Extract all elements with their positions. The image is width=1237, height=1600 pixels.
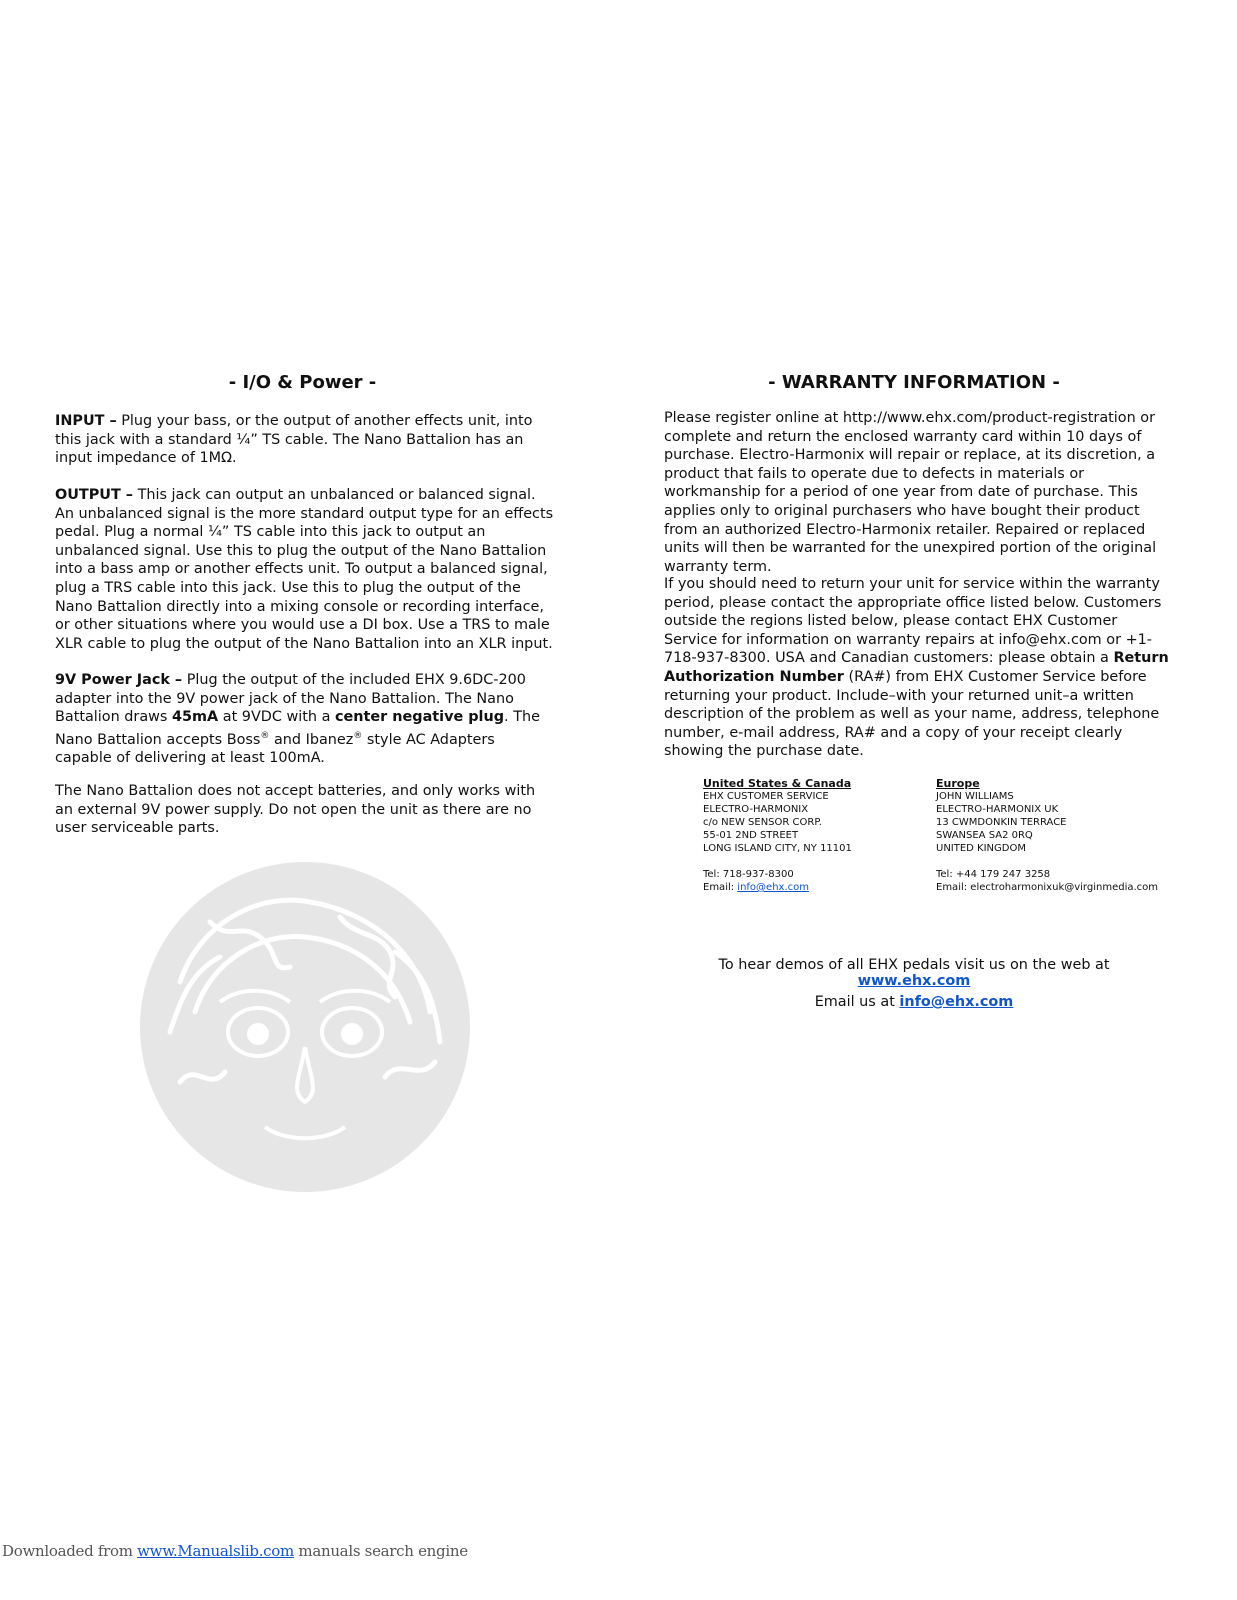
email-label: Email: [936, 882, 971, 893]
address-line: ELECTRO-HARMONIX UK [936, 804, 1059, 815]
address-line: SWANSEA SA2 0RQ [936, 830, 1033, 841]
footer-prefix: Downloaded from [2, 1542, 138, 1560]
output-paragraph [55, 486, 555, 653]
us-tel: Tel: 718-937-8300 [703, 869, 794, 880]
us-canada-address [703, 777, 923, 894]
address-line: ELECTRO-HARMONIX [703, 804, 809, 815]
power-current: 45mA [172, 709, 219, 726]
power-text: Plug the output of the included EHX 9.6DC-200 adapter into the 9V power jack of the Nano Battalion. The Nano Battalion draws [55, 672, 526, 726]
power-text: . The Nano Battalion accepts Boss [55, 709, 540, 748]
batteries-paragraph: The Nano Battalion does not accept batteries, and only works with an external 9V power supply. Do not open the unit as there are no user serviceable parts. [55, 783, 536, 837]
warranty-text: If you should need to return your unit for service within the warranty period, please contact the appropriate office listed below. Customers outside the regions listed below, please contact EHX Customer Service for information on warranty repairs at info@ehx.com or +1-718-937-8300. USA and Canadian customers: please obtain a [664, 576, 1162, 667]
eu-email: electroharmonixuk@virginmedia.com [970, 882, 1159, 893]
output-text: This jack can output an unbalanced or balanced signal. An unbalanced signal is the more standard output type for an effects pedal. Plug a normal ¼” TS cable into this jack to output an unbalanced signal. Use this to plug the output of the Nano Battalion into a bass amp or another effects unit. To output a balanced signal, plug a TRS cable into this jack. Use this to plug the output of the Nano Battalion directly into a mixing console or recording interface, or other situations where you would use a DI box. Use a TRS to male XLR cable to plug the output of the Nano Battalion into an XLR input. [55, 487, 554, 652]
power-paragraph [55, 671, 555, 768]
warranty-paragraph-2 [664, 575, 1169, 761]
address-line: 55-01 2ND STREET [703, 830, 799, 841]
return-authorization-label: Return Authorization Number [664, 650, 1169, 685]
power-text: and Ibanez [269, 731, 354, 748]
manualslib-footer [2, 1542, 468, 1560]
eu-tel: Tel: +44 179 247 3258 [936, 869, 1051, 880]
power-plug: center negative plug [335, 709, 505, 726]
ehx-website-link[interactable]: www.ehx.com [857, 973, 971, 989]
input-label: INPUT – [55, 413, 117, 429]
email-line [664, 994, 1164, 1010]
europe-address [936, 777, 1176, 894]
email-label: Email: [703, 882, 738, 893]
email-text: Email us at [814, 994, 900, 1010]
address-line: c/o NEW SENSOR CORP. [703, 817, 822, 828]
power-text: style AC Adapters capable of delivering at least 100mA. [55, 731, 495, 767]
ehx-face-logo-watermark-icon [140, 862, 470, 1192]
address-line: LONG ISLAND CITY, NY 11101 [703, 843, 852, 854]
input-text: Plug your bass, or the output of another effects unit, into this jack with a standard ¼” TS cable. The Nano Battalion has an input impedance of 1MΩ. [55, 413, 533, 467]
demos-text: To hear demos of all EHX pedals visit us on the web at [718, 957, 1110, 973]
us-canada-heading: United States & Canada [703, 777, 852, 790]
europe-heading: Europe [936, 777, 980, 790]
address-line: EHX CUSTOMER SERVICE [703, 791, 829, 802]
output-label: OUTPUT – [55, 487, 133, 503]
us-email-line [703, 881, 923, 894]
warranty-text: (RA#) from EHX Customer Service before returning your product. Include–with your returned unit–a written description of the problem as well as your name, address, telephone number, e-mail address, RA# and a copy of your receipt clearly showing the purchase date. [664, 668, 1160, 760]
manualslib-link[interactable]: www.Manualslib.com [137, 1542, 294, 1560]
warranty-paragraph-1: Please register online at http://www.ehx.com/product-registration or complete and return the enclosed warranty card within 10 days of purchase. Electro-Harmonix will repair or replace, at its discretion, a product that fails to operate due to defects in materials or workmanship for a period of one year from date of purchase. This applies only to original purchasers who have bought their product from an authorized Electro-Harmonix retailer. Repaired or replaced units will then be warranted for the unexpired portion of the original warranty term. [664, 410, 1157, 575]
io-power-title: - I/O & Power - [228, 372, 377, 393]
us-email-link[interactable]: info@ehx.com [737, 882, 809, 893]
address-line: UNITED KINGDOM [936, 843, 1026, 854]
address-line: JOHN WILLIAMS [936, 791, 1014, 802]
warranty-title: - WARRANTY INFORMATION - [768, 372, 1060, 393]
registered-mark: ® [260, 730, 270, 741]
footer-suffix: manuals search engine [293, 1542, 468, 1560]
eu-email-line [936, 881, 1176, 894]
ehx-email-link[interactable]: info@ehx.com [899, 994, 1014, 1010]
input-paragraph [55, 412, 555, 468]
power-label: 9V Power Jack – [55, 672, 183, 688]
power-text: at 9VDC with a [218, 709, 335, 726]
address-line: 13 CWMDONKIN TERRACE [936, 817, 1067, 828]
registered-mark: ® [353, 730, 363, 741]
demos-line [664, 957, 1164, 989]
